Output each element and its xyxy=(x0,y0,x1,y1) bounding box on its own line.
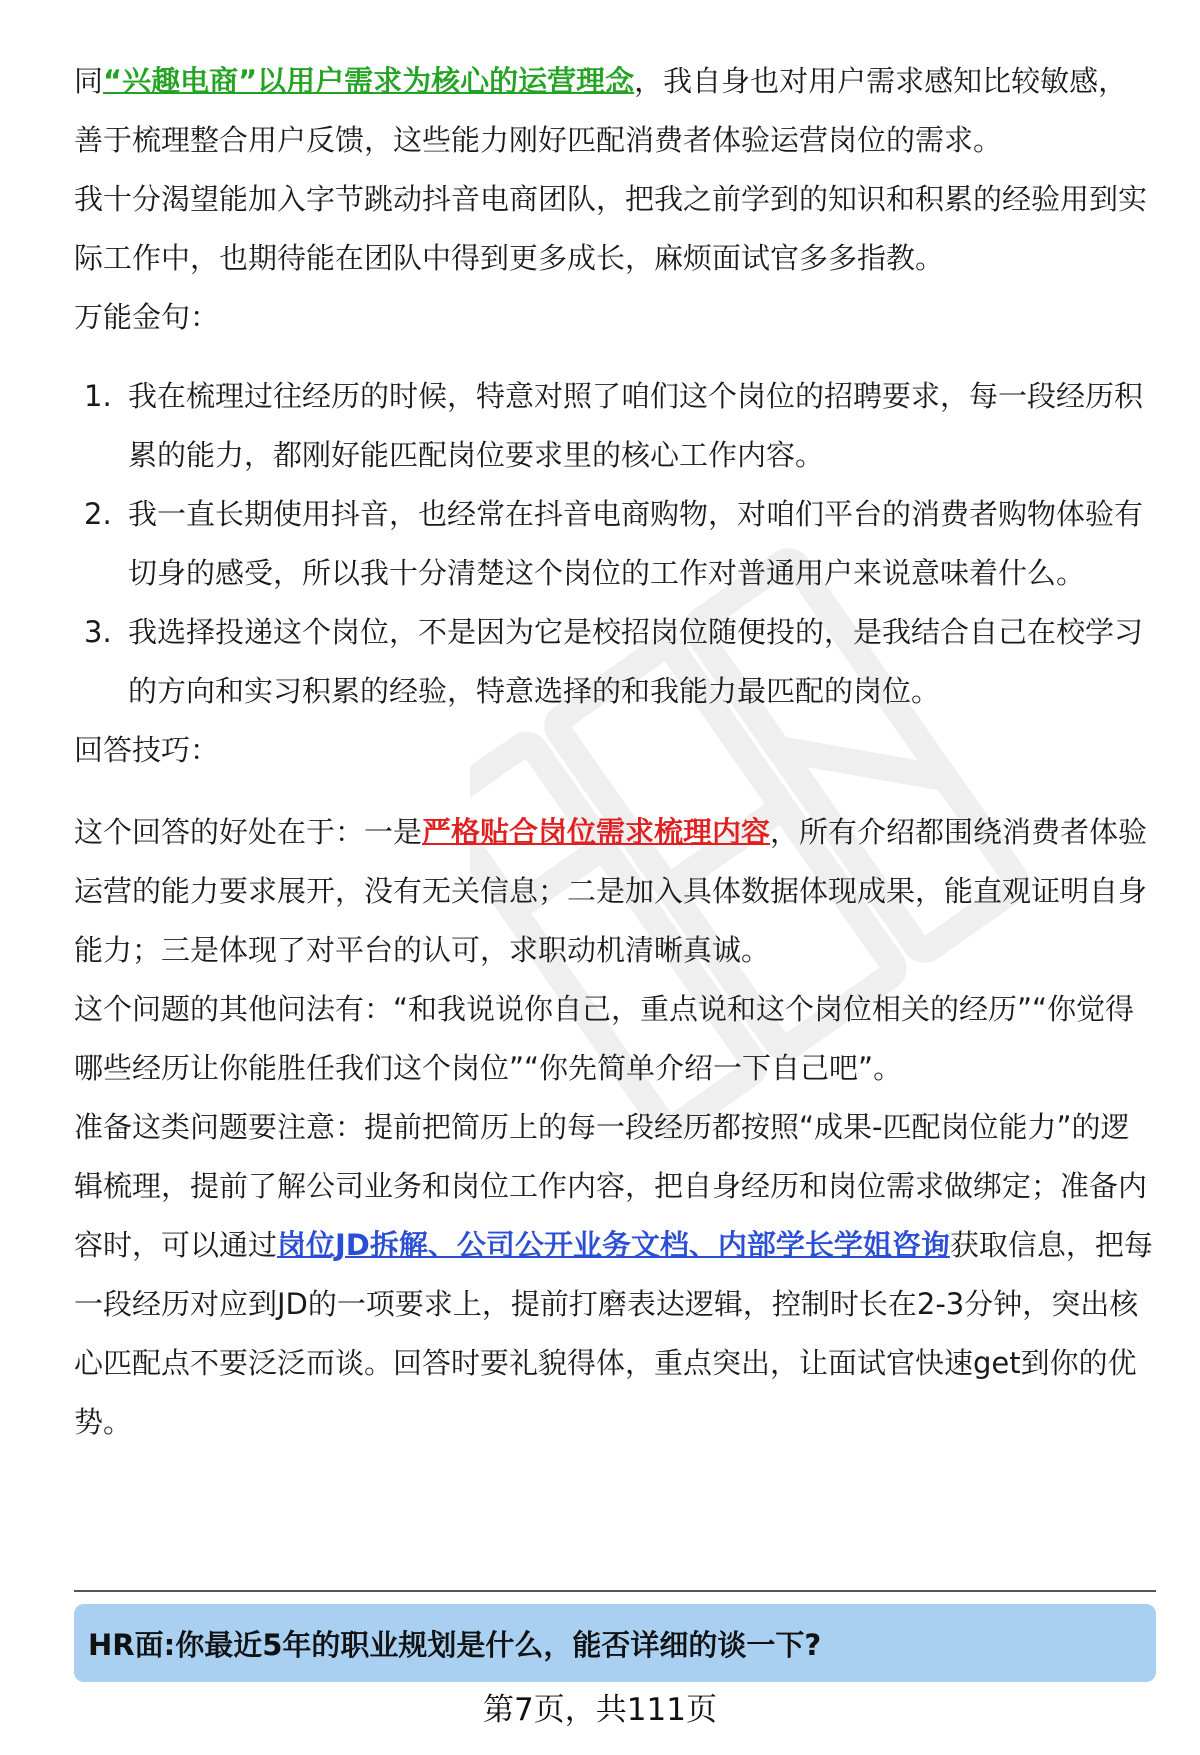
section-divider xyxy=(74,1590,1156,1592)
list-item xyxy=(74,603,1156,721)
document-body xyxy=(74,52,1156,1452)
intro-paragraph-1 xyxy=(74,52,1156,170)
intro-text-before: 同 xyxy=(74,64,104,98)
list-item xyxy=(74,485,1156,603)
tips-text-after: ，所有介绍都围绕消费者体验运营的能力要求展开，没有无关信息；二是加入具体数据体现成果，能直观证明自身能力；三是体现了对平台的认可，求职动机清晰真诚。 xyxy=(74,815,1148,967)
blue-highlight-phrase: 岗位JD拆解、公司公开业务文档、内部学长学姐咨询 xyxy=(277,1228,950,1262)
green-highlight-phrase: “兴趣电商”以用户需求为核心的运营理念 xyxy=(103,64,635,98)
hr-question-text: HR面:你最近5年的职业规划是什么，能否详细的谈一下? xyxy=(88,1627,822,1662)
golden-sentences-heading: 万能金句： xyxy=(74,300,220,334)
tips-paragraph-3 xyxy=(74,1098,1156,1452)
tips-p3-after: 获取信息，把每一段经历对应到JD的一项要求上，提前打磨表达逻辑，控制时长在2-3分钟，突出核心匹配点不要泛泛而谈。回答时要礼貌得体，重点突出，让面试官快速get到你的优势。 xyxy=(74,1228,1153,1439)
tips-p3-before: 准备这类问题要注意：提前把简历上的每一段经历都按照“成果-匹配岗位能力”的逻辑梳理，提前了解公司业务和岗位工作内容，把自身经历和岗位需求做绑定；准备内容时，可以通过 xyxy=(74,1110,1148,1262)
hr-question-banner xyxy=(74,1604,1156,1682)
answer-tips-heading: 回答技巧： xyxy=(74,733,220,767)
list-item-text: 我一直长期使用抖音，也经常在抖音电商购物，对咱们平台的消费者购物体验有切身的感受，所以我十分清楚这个岗位的工作对普通用户来说意味着什么。 xyxy=(128,497,1144,590)
list-item xyxy=(74,367,1156,485)
list-item-number: 3. xyxy=(84,615,112,649)
golden-sentences-list xyxy=(74,367,1156,721)
list-item-text: 我选择投递这个岗位，不是因为它是校招岗位随便投的，是我结合自己在校学习的方向和实习积累的经验，特意选择的和我能力最匹配的岗位。 xyxy=(128,615,1144,708)
tips-paragraph-1 xyxy=(74,803,1156,980)
tips-paragraph-2: 这个问题的其他问法有：“和我说说你自己，重点说和这个岗位相关的经历”“你觉得哪些经历让你能胜任我们这个岗位”“你先简单介绍一下自己吧”。 xyxy=(74,992,1135,1085)
intro-text-after: ，我自身也对用户需求感知比较敏感，善于梳理整合用户反馈，这些能力刚好匹配消费者体验运营岗位的需求。 xyxy=(74,64,1128,157)
red-highlight-phrase: 严格贴合岗位需求梳理内容 xyxy=(422,815,771,849)
intro-paragraph-2: 我十分渴望能加入字节跳动抖音电商团队，把我之前学到的知识和积累的经验用到实际工作中，也期待能在团队中得到更多成长，麻烦面试官多多指教。 xyxy=(74,182,1148,275)
list-item-text: 我在梳理过往经历的时候，特意对照了咱们这个岗位的招聘要求，每一段经历积累的能力，都刚好能匹配岗位要求里的核心工作内容。 xyxy=(128,379,1144,472)
tips-text-before: 这个回答的好处在于：一是 xyxy=(74,815,423,849)
list-item-number: 1. xyxy=(84,379,112,413)
list-item-number: 2. xyxy=(84,497,112,531)
page-number-footer: 第7页，共111页 xyxy=(483,1692,717,1728)
